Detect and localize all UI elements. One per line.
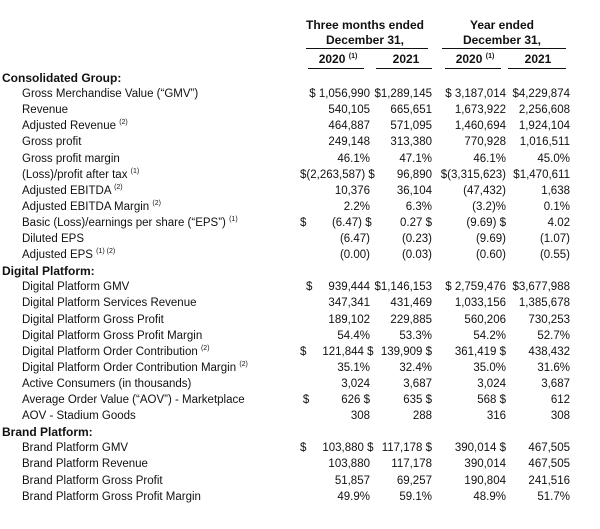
table-row — [0, 376, 600, 392]
row-label — [22, 489, 201, 505]
row-label — [22, 183, 123, 199]
row-label-text: Average Order Value (“AOV”) - Marketplace — [22, 394, 245, 406]
value-cell: 568 $ — [477, 394, 506, 406]
row-label — [22, 134, 81, 150]
row-label — [22, 167, 139, 183]
row-label-text: Active Consumers (in thousands) — [22, 377, 192, 390]
row-label — [22, 199, 161, 215]
row-label-text: Brand Platform GMV — [22, 442, 129, 455]
value-cell: 0.27 $ — [400, 216, 432, 229]
row-footnote: (1) (2) — [96, 248, 116, 256]
value-cell: (0.00) — [339, 249, 370, 262]
value-cell: 313,380 — [390, 136, 432, 149]
value-cell: 390,014 — [464, 458, 506, 471]
table-row — [0, 118, 600, 134]
value-cell: 2,256,608 — [518, 104, 570, 117]
value-cell: 0.1% — [543, 200, 570, 213]
table-row — [0, 295, 600, 311]
row-label-text: Digital Platform Gross Profit Margin — [22, 329, 203, 342]
value-cell: 770,928 — [464, 136, 506, 149]
value-cell: 4.02 — [547, 216, 570, 229]
value-cell: (9.69) $ — [466, 216, 506, 229]
value-cell: $ 121,844 $ — [300, 345, 374, 358]
value-cell: 467,505 — [528, 442, 570, 455]
section-title: Brand Platform: — [2, 425, 93, 440]
value-cell: 3,024 — [477, 377, 506, 390]
value-cell: 54.4% — [337, 329, 370, 342]
value-cell: 1,924,104 — [518, 120, 570, 133]
value-cell: 46.1% — [337, 152, 370, 165]
row-label — [22, 456, 148, 472]
value-cell: 3,024 — [341, 377, 370, 390]
value-cell: $1,289,145 — [374, 88, 432, 101]
row-label-text: Adjusted EBITDA Margin — [22, 200, 150, 213]
table-row — [0, 279, 600, 295]
row-footnote: (1) — [130, 167, 140, 175]
row-label-text: Adjusted EBITDA — [22, 184, 111, 197]
row-label — [22, 231, 84, 247]
header-underline-three-months — [306, 48, 428, 49]
value-cell: 54.2% — [473, 329, 506, 342]
value-cell: $(2,263,587) $ — [300, 168, 375, 181]
row-label-text: Digital Platform GMV — [22, 281, 130, 294]
value-cell: 540,105 — [328, 104, 370, 117]
value-cell: 361,419 $ — [454, 345, 506, 358]
value-cell: 49.9% — [337, 490, 370, 503]
value-cell: 635 $ — [403, 394, 432, 406]
value-cell: 3,687 — [541, 377, 570, 390]
value-cell: $3,677,988 — [512, 281, 570, 294]
value-cell: 241,516 — [528, 474, 570, 487]
value-cell: 139,909 $ — [380, 345, 432, 358]
row-label-text: Digital Platform Order Contribution Margin — [22, 361, 237, 374]
row-label-text: AOV - Stadium Goods — [22, 410, 136, 423]
year-underline-2 — [376, 68, 432, 69]
value-cell: 117,178 $ — [381, 442, 432, 455]
header-year-ended-line1: Year ended — [469, 18, 535, 32]
table-row — [0, 312, 600, 328]
value-cell: $1,470,611 — [513, 168, 570, 181]
row-footnote: (2) — [119, 119, 128, 127]
value-cell: 117,178 — [391, 458, 432, 471]
row-label-text: Gross profit margin — [22, 152, 120, 165]
value-cell: 347,341 — [328, 297, 370, 310]
value-cell: $ 1,056,990 — [309, 88, 370, 101]
row-label — [22, 279, 129, 295]
row-label — [22, 102, 68, 118]
value-cell: 189,102 — [328, 313, 370, 326]
value-cell: $ 103,880 $ — [300, 442, 374, 455]
row-label — [22, 408, 136, 424]
row-footnote: (2) — [200, 344, 210, 352]
row-label-text: Brand Platform Gross Profit — [22, 474, 163, 487]
value-cell: 571,095 — [390, 120, 432, 133]
year-underline-3 — [445, 68, 501, 69]
value-cell: 560,206 — [464, 313, 506, 326]
value-cell: (6.47) — [339, 233, 370, 245]
row-footnote: (1) — [229, 216, 238, 224]
table-row — [0, 473, 600, 489]
value-cell: 51.7% — [537, 490, 570, 503]
value-cell: 665,651 — [390, 104, 432, 117]
table-row — [0, 183, 600, 199]
value-cell: $4,229,874 — [512, 88, 570, 101]
row-label — [22, 440, 128, 456]
row-footnote: (2) — [239, 360, 248, 368]
row-label — [22, 328, 202, 344]
value-cell: 59.1% — [399, 490, 432, 503]
value-cell: 2.2% — [343, 200, 370, 213]
value-cell: 730,253 — [528, 313, 570, 326]
col-year-2: 2021 — [392, 52, 420, 66]
table-row — [0, 151, 600, 167]
value-cell: (0.03) — [401, 249, 432, 262]
header-underline-year — [442, 48, 566, 49]
row-label — [22, 392, 245, 408]
value-cell: 390,014 $ — [454, 442, 506, 455]
section-title: Consolidated Group: — [2, 71, 122, 85]
table-row — [0, 408, 600, 424]
row-label — [22, 86, 198, 102]
row-label-text: Diluted EPS — [22, 233, 85, 245]
table-row — [0, 456, 600, 472]
table-row — [0, 215, 600, 231]
row-label — [22, 118, 128, 134]
table-row — [0, 102, 600, 118]
value-cell: (9.69) — [475, 233, 506, 245]
row-label — [22, 151, 120, 167]
table-row — [0, 489, 600, 505]
value-cell: 52.7% — [537, 329, 570, 342]
value-cell: 45.0% — [537, 152, 570, 165]
value-cell: 308 — [350, 410, 370, 423]
value-cell: 3,687 — [403, 377, 432, 390]
row-label-text: Gross Merchandise Value (“GMV”) — [22, 88, 199, 101]
row-label — [22, 344, 210, 360]
row-label-text: Brand Platform Revenue — [22, 458, 148, 471]
col-year-3: 2020 $^{(1)}$ — [455, 52, 495, 66]
value-cell: 31.6% — [537, 361, 570, 374]
col-year-1: 2020 $^{(1)}$ — [318, 52, 358, 66]
value-cell: 1,460,694 — [454, 120, 506, 133]
row-label — [22, 247, 115, 263]
value-cell: 10,376 — [334, 184, 370, 197]
row-label-text: Digital Platform Services Revenue — [22, 297, 197, 310]
row-label-text: Basic (Loss)/earnings per share (“EPS”) — [22, 216, 226, 229]
value-cell: (47,432) — [463, 184, 506, 197]
value-cell: 6.3% — [405, 200, 432, 213]
row-label — [22, 295, 197, 311]
table-row — [0, 199, 600, 215]
value-cell: 46.1% — [473, 152, 506, 165]
value-cell: (0.55) — [539, 249, 570, 262]
table-row — [0, 231, 600, 247]
header-three-months-line2: December 31, — [325, 33, 405, 47]
header-year-ended — [438, 18, 566, 48]
year-underline-4 — [508, 68, 566, 69]
value-cell: 36,104 — [396, 184, 432, 197]
value-cell: 431,469 — [390, 297, 432, 310]
value-cell: 51,857 — [334, 474, 370, 487]
row-label-text: Digital Platform Gross Profit — [22, 313, 164, 326]
value-cell: 47.1% — [399, 152, 432, 165]
table-row — [0, 344, 600, 360]
year-underline-1 — [308, 68, 364, 69]
table-row — [0, 86, 600, 102]
table-row — [0, 134, 600, 150]
value-cell: (0.23) — [401, 233, 432, 245]
table-row — [0, 167, 600, 183]
value-cell: 467,505 — [528, 458, 570, 471]
value-cell: $ 3,187,014 — [445, 88, 506, 101]
row-footnote: (2) — [152, 199, 161, 207]
row-label — [22, 473, 163, 489]
value-cell: 464,887 — [328, 120, 370, 133]
row-label-text: Revenue — [22, 104, 69, 117]
value-cell: 1,638 — [541, 184, 570, 197]
value-cell: (3.2)% — [472, 200, 506, 213]
value-cell: $1,146,153 — [374, 281, 432, 294]
value-cell: 1,385,678 — [518, 297, 570, 310]
value-cell: 1,673,922 — [454, 104, 506, 117]
value-cell: 288 — [412, 410, 432, 423]
value-cell: (1.07) — [539, 233, 570, 245]
table-row — [0, 392, 600, 408]
value-cell: 48.9% — [473, 490, 506, 503]
row-label-text: Adjusted Revenue — [22, 120, 116, 133]
value-cell: 190,804 — [464, 474, 506, 487]
row-label — [22, 215, 238, 231]
value-cell: 35.1% — [337, 361, 370, 374]
value-cell: 229,885 — [390, 313, 432, 326]
header-three-months — [300, 18, 430, 48]
row-label — [22, 312, 164, 328]
value-cell: $ 626 $ — [302, 394, 370, 406]
table-row — [0, 328, 600, 344]
value-cell: 1,016,511 — [519, 136, 570, 149]
col-year-4: 2021 — [524, 52, 552, 66]
value-cell: 69,257 — [396, 474, 432, 487]
row-label-text: Gross profit — [22, 136, 82, 149]
value-cell: 35.0% — [473, 361, 506, 374]
row-label — [22, 360, 248, 376]
row-label-text: Adjusted EPS — [22, 249, 93, 262]
value-cell: 249,148 — [328, 136, 370, 149]
table-row — [0, 360, 600, 376]
row-label-text: (Loss)/profit after tax — [22, 168, 128, 181]
value-cell: 308 — [550, 410, 570, 423]
value-cell: (0.60) — [475, 249, 506, 262]
header-three-months-line1: Three months ended — [305, 18, 424, 32]
value-cell: $ 939,444 — [306, 281, 370, 294]
value-cell: 612 — [550, 394, 570, 406]
value-cell: $ (6.47) $ — [300, 216, 372, 229]
table-row — [0, 247, 600, 263]
value-cell: 1,033,156 — [454, 297, 506, 310]
value-cell: 103,880 — [328, 458, 370, 471]
header-year-ended-line2: December 31, — [462, 33, 542, 47]
row-label — [22, 376, 191, 392]
value-cell: 53.3% — [399, 329, 432, 342]
table-row — [0, 440, 600, 456]
row-label-text: Brand Platform Gross Profit Margin — [22, 490, 201, 503]
section-title: Digital Platform: — [2, 264, 95, 279]
row-footnote: (2) — [114, 183, 123, 191]
value-cell: 32.4% — [399, 361, 432, 374]
value-cell: $ 2,759,476 — [445, 281, 506, 294]
value-cell: $(3,315,623) — [440, 168, 506, 181]
row-label-text: Digital Platform Order Contribution — [22, 345, 198, 358]
value-cell: 438,432 — [528, 345, 570, 358]
value-cell: 316 — [486, 410, 506, 423]
value-cell: 96,890 — [396, 168, 432, 181]
